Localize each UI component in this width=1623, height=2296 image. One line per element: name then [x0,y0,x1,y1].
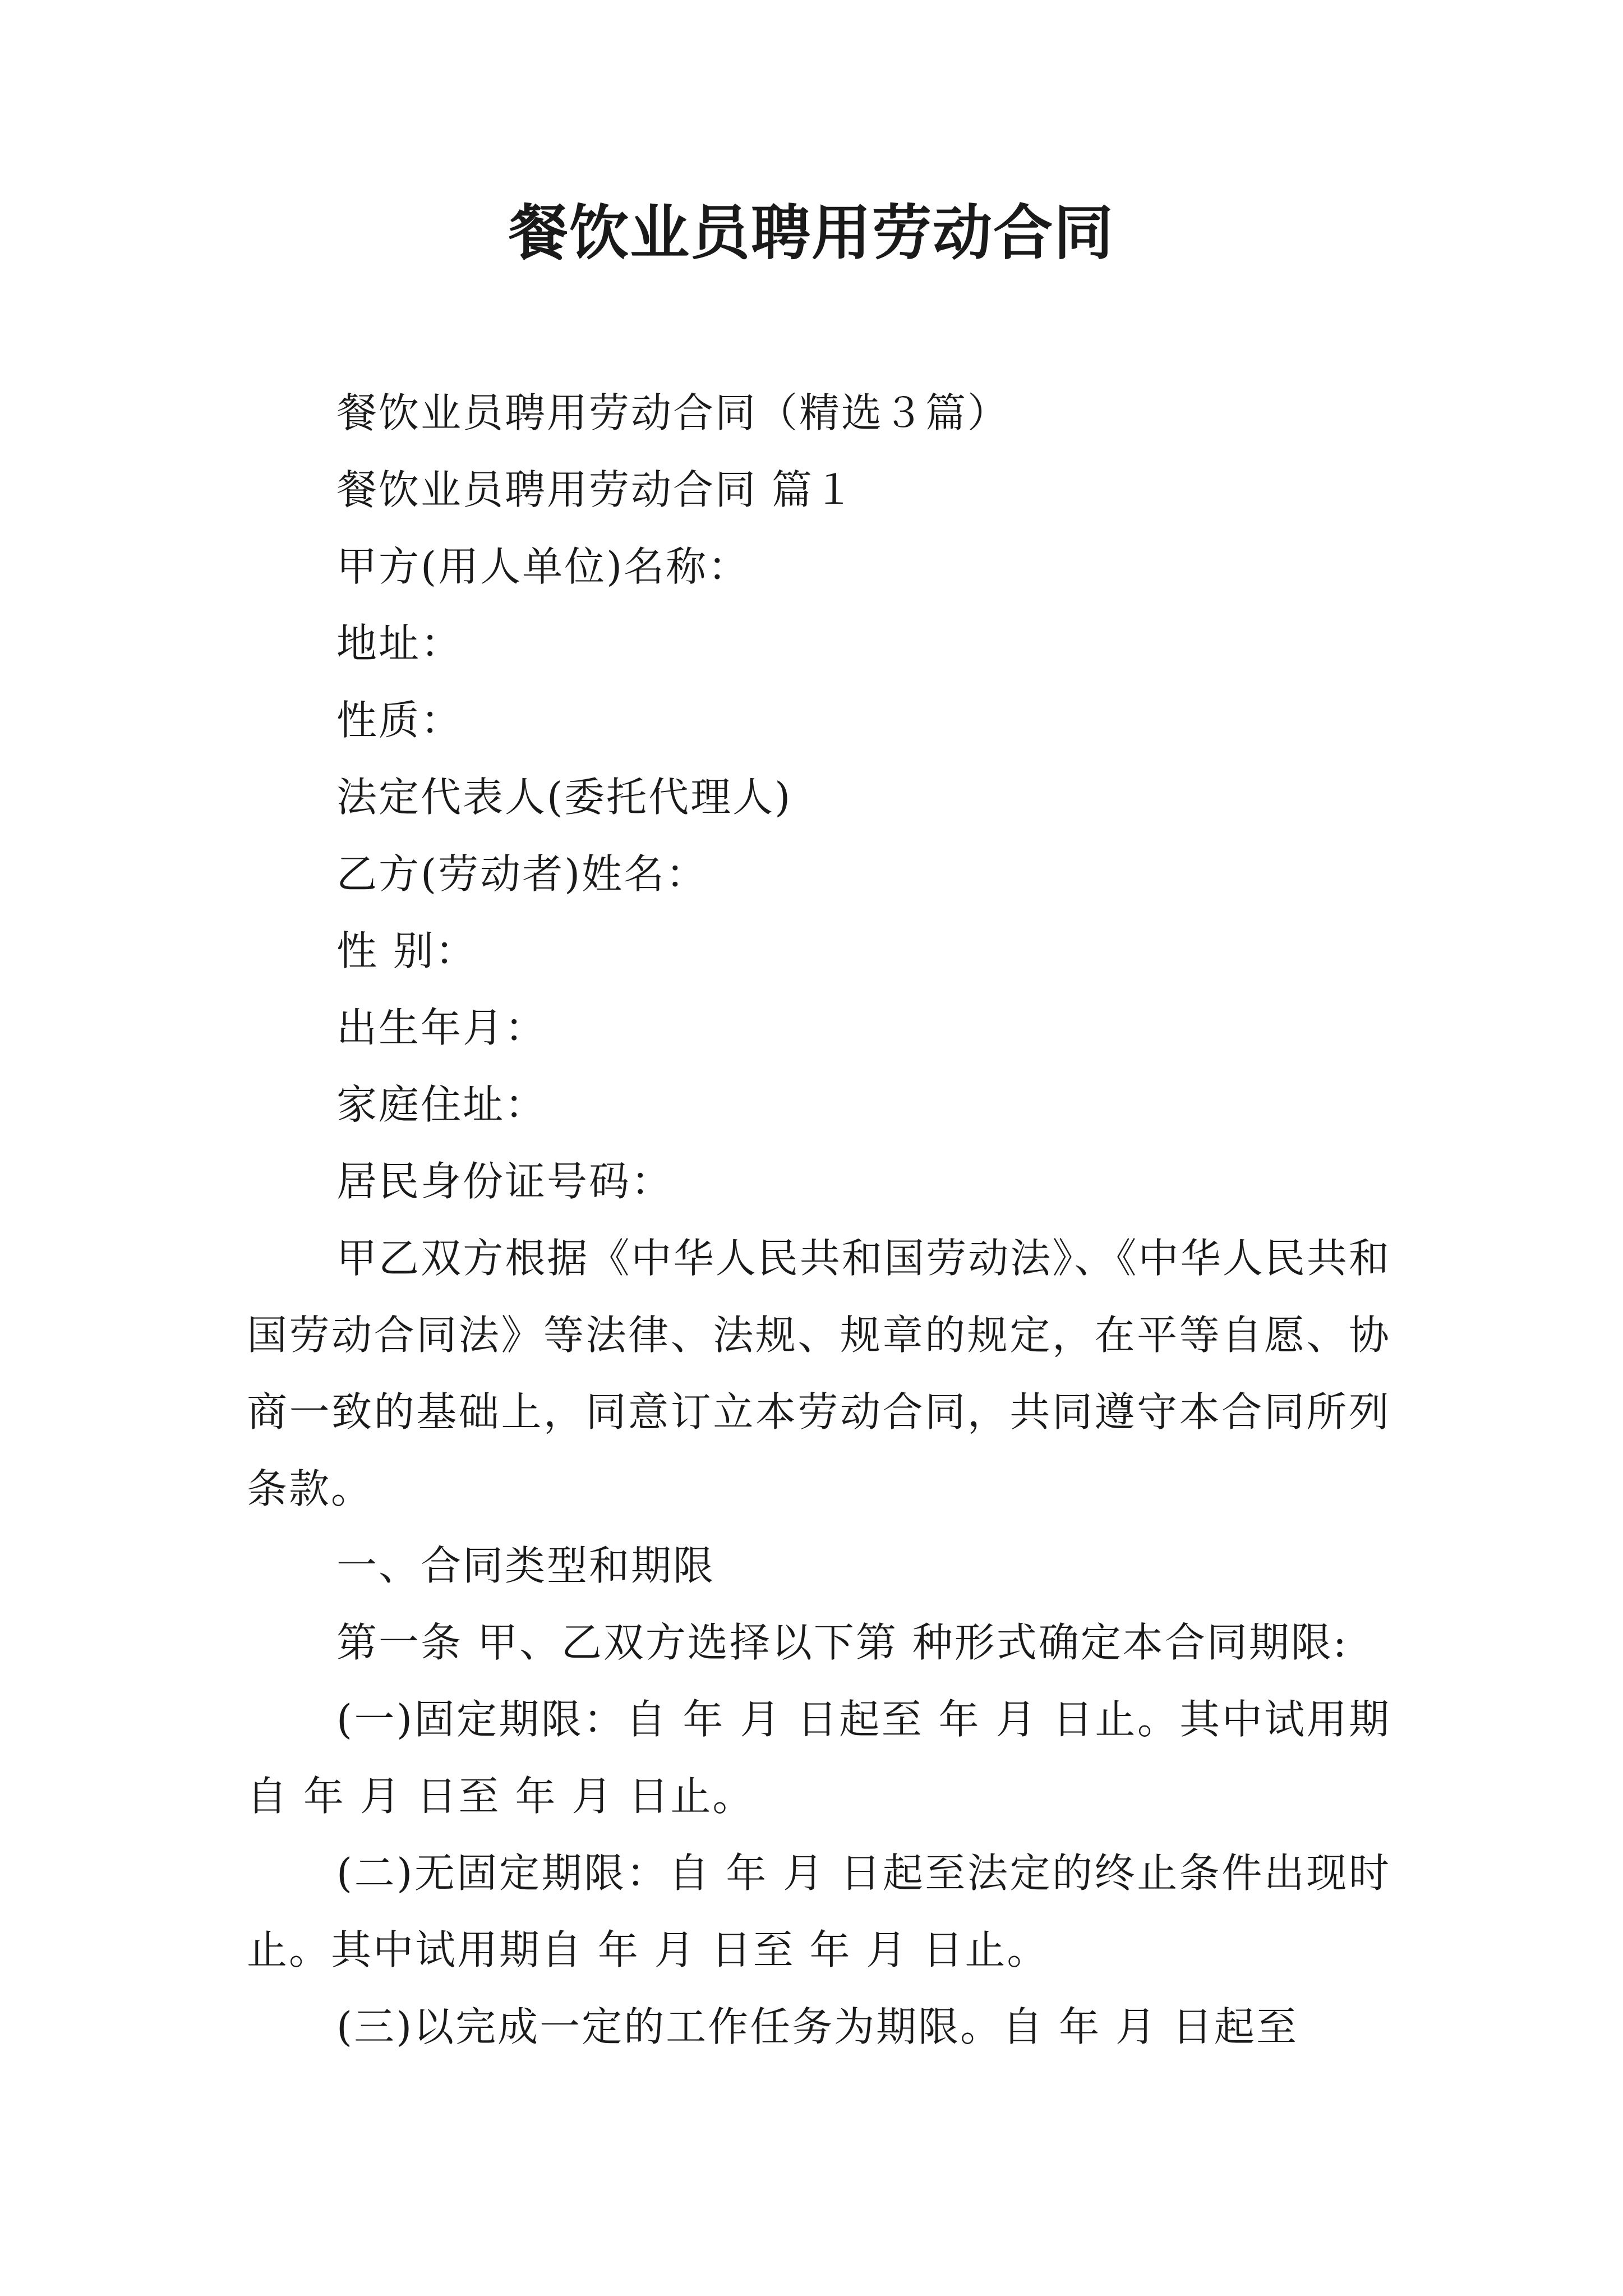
paragraph-party-a-name: 甲方(用人单位)名称： [336,543,750,590]
paragraph-task-term: (三)以完成一定的工作任务为期限。自 年 月 日起至 [336,2003,1298,2050]
paragraph-fixed-term: (一)固定期限：自 年 月 日起至 年 月 日止。其中试用期自 年 月 日至 年 月 日止。 [247,1696,1391,1820]
paragraph-legal-representative: 法定代表人(委托代理人) [336,774,792,821]
document-title: 餐饮业员聘用劳动合同 [509,197,1114,268]
paragraph-preamble: 甲乙双方根据《中华人民共和国劳动法》、《中华人民共和国劳动合同法》等法律、法规、规章的规定，在平等自愿、协商一致的基础上，同意订立本劳动合同，共同遵守本合同所列条款。 [247,1235,1391,1512]
paragraph-birth-date: 出生年月： [336,1004,547,1051]
paragraph-party-b-name: 乙方(劳动者)姓名： [336,850,708,898]
paragraph-subtitle: 餐饮业员聘用劳动合同（精选３篇） [336,389,1010,436]
paragraph-address: 地址： [336,620,463,667]
document-body [247,375,1391,2065]
paragraph-section-heading: 餐饮业员聘用劳动合同 篇１ [336,466,856,513]
paragraph-home-address: 家庭住址： [336,1081,547,1128]
paragraph-open-term: (二)无固定期限：自 年 月 日起至法定的终止条件出现时止。其中试用期自 年 月 日至 年 月 日止。 [247,1849,1391,1973]
paragraph-gender: 性 别： [336,927,477,974]
paragraph-article-one: 第一条 甲、乙双方选择以下第 种形式确定本合同期限: [336,1619,1349,1666]
paragraph-chapter-one: 一、合同类型和期限 [336,1542,716,1589]
paragraph-nature: 性质： [336,697,463,744]
paragraph-id-number: 居民身份证号码： [336,1158,674,1205]
